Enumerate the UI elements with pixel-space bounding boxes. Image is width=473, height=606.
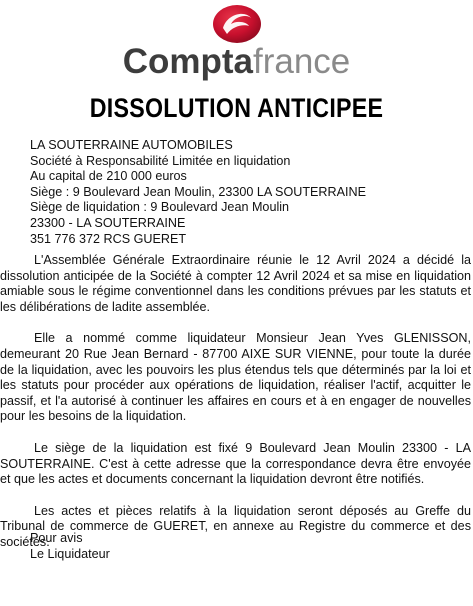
brand-wordmark — [0, 42, 473, 82]
address-line-liquidation-seat: Siège de liquidation : 9 Boulevard Jean Moulin — [30, 200, 290, 215]
address-line-rcs: 351 776 372 RCS GUERET — [30, 231, 187, 246]
comptafrance-emblem-icon — [207, 4, 267, 46]
paragraph-liquidation-seat: Le siège de la liquidation est fixé 9 Boulevard Jean Moulin 23300 - LA SOUTERRAINE. C'est à cette adresse que la correspondance devra être envoyée et que les actes et documents concernant la liquidation devront être notifiés. — [0, 440, 471, 487]
address-line-capital: Au capital de 210 000 euros — [30, 169, 187, 184]
brand-name-light: france — [253, 42, 351, 81]
brand-name-bold: Compta — [122, 42, 253, 81]
address-line-headquarters: Siège : 9 Boulevard Jean Moulin, 23300 LA SOUTERRAINE — [30, 184, 367, 199]
notice-title: DISSOLUTION ANTICIPEE — [89, 93, 384, 123]
company-address-block — [30, 138, 366, 247]
signature-for-notice: Pour avis — [30, 531, 83, 545]
signature-block — [30, 531, 110, 562]
signature-liquidator: Le Liquidateur — [30, 546, 110, 561]
address-line-postcode: 23300 - LA SOUTERRAINE — [30, 215, 186, 230]
notice-body — [0, 253, 471, 567]
paragraph-filing: Les actes et pièces relatifs à la liquidation seront déposés au Greffe du Tribunal de commerce de GUERET, en annexe au Registre du commerce et des sociétés. — [0, 503, 471, 549]
address-line-legal-form: Société à Responsabilité Limitée en liquidation — [30, 153, 291, 168]
paragraph-assembly-decision: L'Assemblée Générale Extraordinaire réunie le 12 Avril 2024 a décidé la dissolution anticipée de la Société à compter 12 Avril 2024 et sa mise en liquidation amiable sous le régime conventionnel dans les conditions prévues par les statuts et les délibérations de ladite assemblée. — [0, 253, 471, 314]
paragraph-liquidator-appointment: Elle a nommé comme liquidateur Monsieur Jean Yves GLENISSON, demeurant 20 Rue Jean Bernard - 87700 AIXE SUR VIENNE, pour toute la durée de la liquidation, avec les pouvoirs les plus étendus tels que déterminés par la loi et les statuts pour procéder aux opérations de liquidation, réaliser l'actif, acquitter le passif, et l'a autorisé à continuer les affaires en cours et à en engager de nouvelles pour les besoins de la liquidation. — [0, 331, 471, 424]
address-line-company: LA SOUTERRAINE AUTOMOBILES — [30, 138, 233, 152]
